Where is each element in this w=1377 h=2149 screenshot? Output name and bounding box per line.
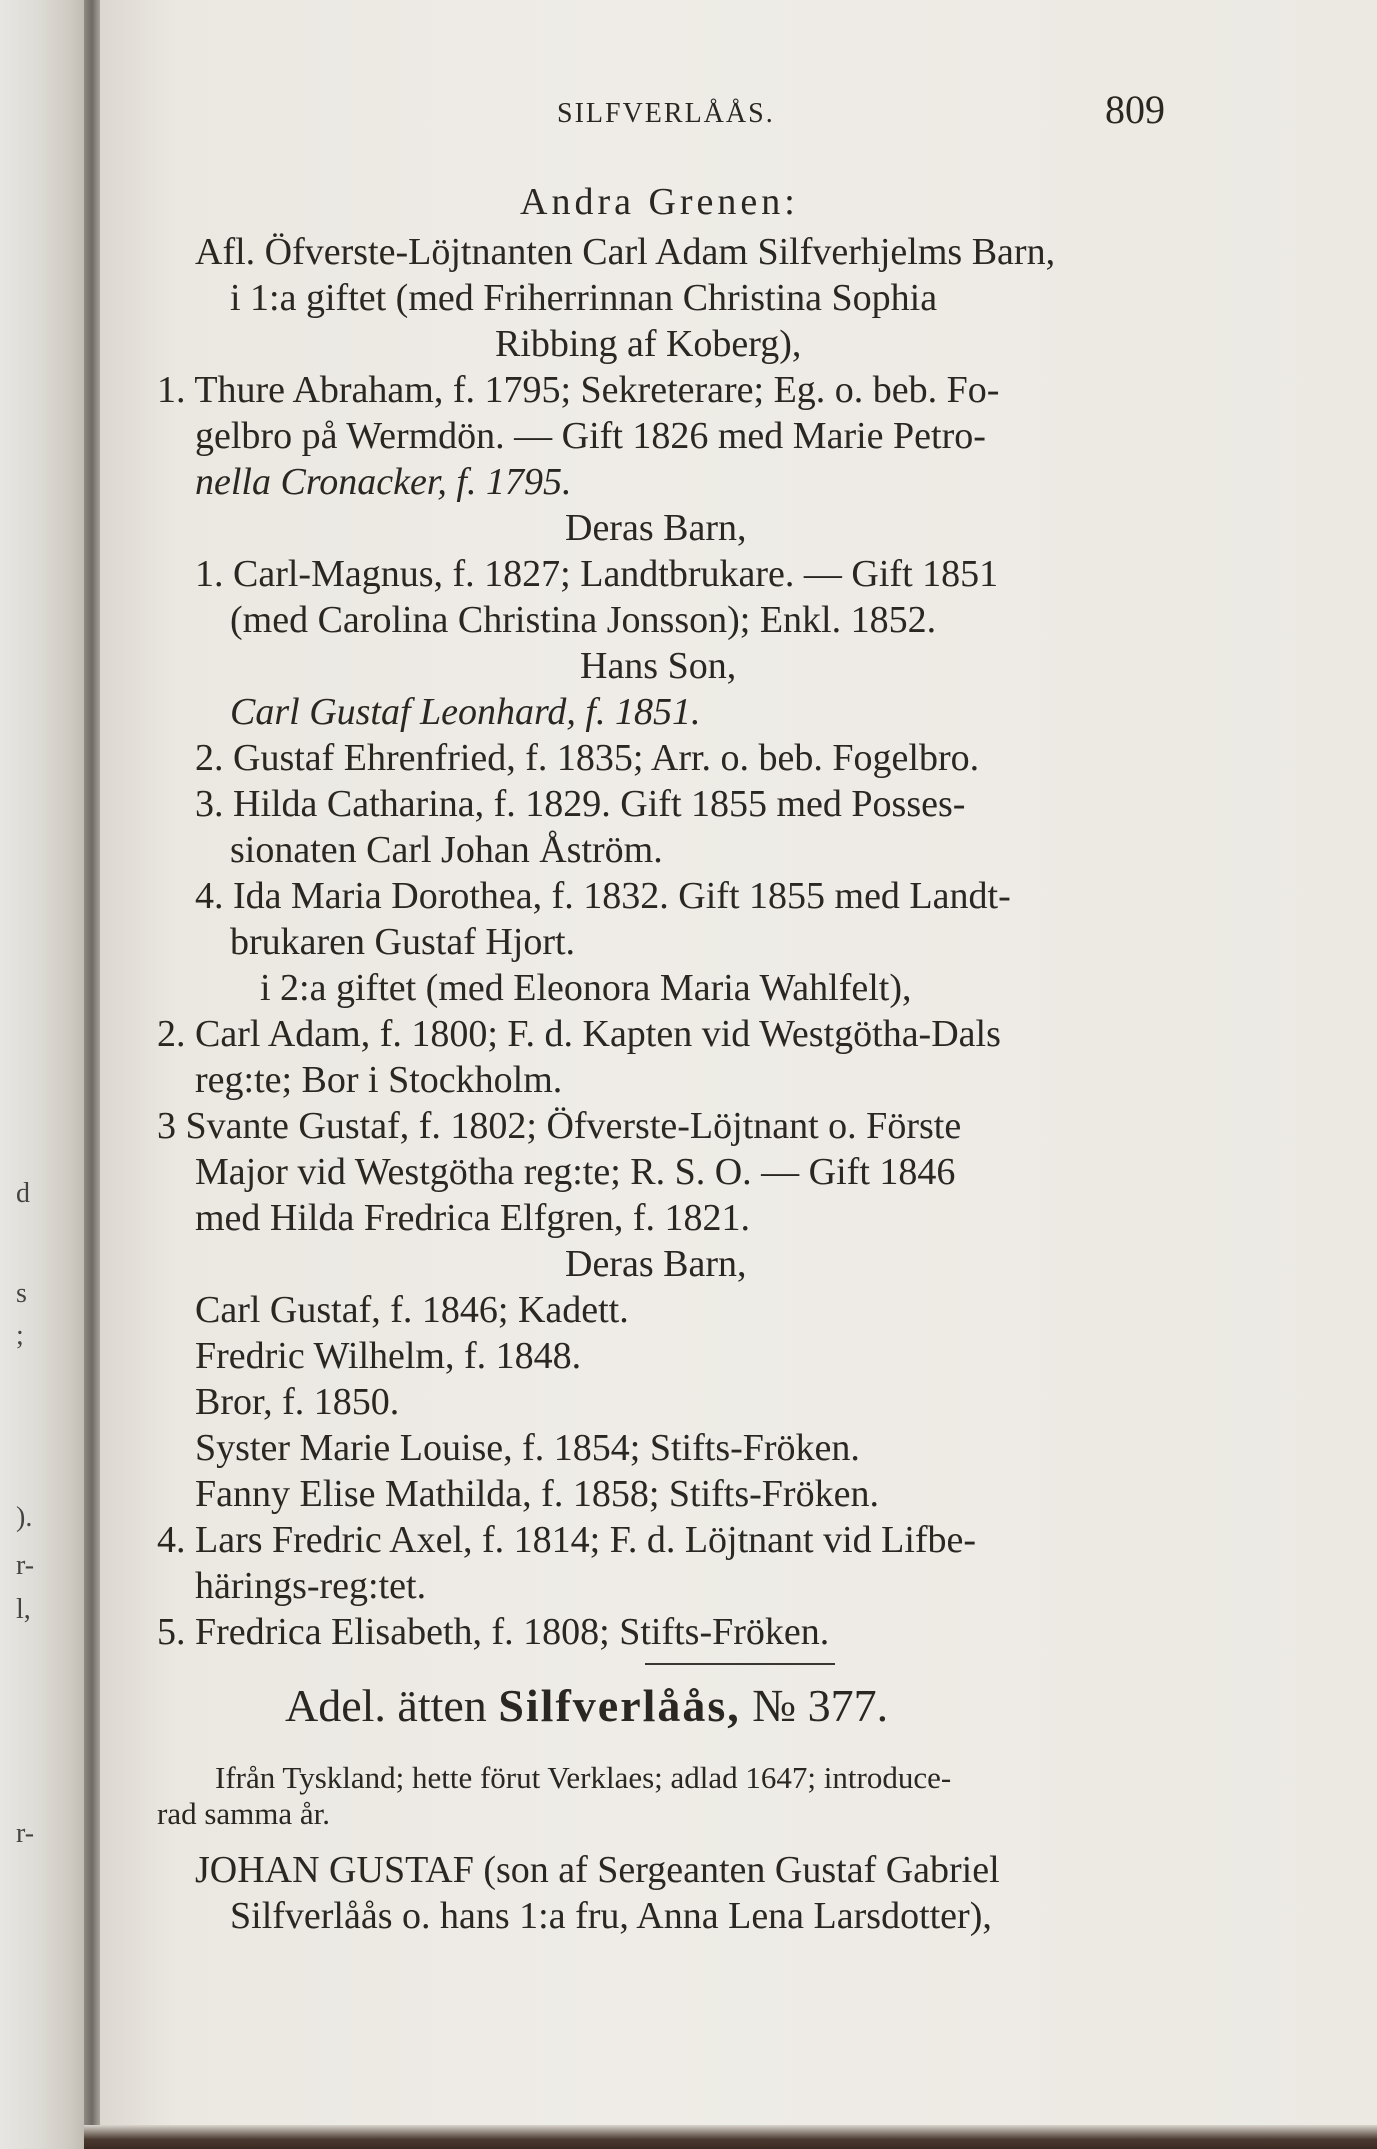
page-number: 809 [1105, 87, 1165, 132]
text-line: Major vid Westgötha reg:te; R. S. O. — Gift 1846 [195, 1151, 956, 1193]
family-number: № 377. [752, 1680, 889, 1731]
family-name: Silfverlåås, [498, 1680, 741, 1731]
text-line: 3 Svante Gustaf, f. 1802; Öfverste-Löjtnant o. Förste [157, 1105, 962, 1147]
text-line: Fanny Elise Mathilda, f. 1858; Stifts-Fröken. [195, 1473, 879, 1515]
left-margin-fragment: r- [16, 1550, 35, 1581]
text-line: härings-reg:tet. [195, 1565, 427, 1607]
subheading: Deras Barn, [565, 507, 747, 549]
left-margin-fragment: ). [16, 1502, 33, 1533]
text-line: Carl Gustaf Leonhard, f. 1851. [230, 691, 701, 733]
left-page-edge [0, 0, 92, 2149]
intro-line: rad samma år. [157, 1796, 331, 1831]
text-line: 4. Ida Maria Dorothea, f. 1832. Gift 1855 med Landt- [195, 875, 1011, 917]
text-line: Ribbing af Koberg), [495, 323, 802, 365]
running-title: SILFVERLÅÅS. [557, 98, 775, 129]
subheading: Hans Son, [580, 645, 737, 687]
text-line: 2. Gustaf Ehrenfried, f. 1835; Arr. o. beb. Fogelbro. [195, 737, 980, 779]
text-line: nella Cronacker, f. 1795. [195, 461, 572, 503]
text-line: JOHAN GUSTAF (son af Sergeanten Gustaf Gabriel [195, 1849, 1000, 1891]
text-line: Fredric Wilhelm, f. 1848. [195, 1335, 582, 1377]
text-line: gelbro på Wermdön. — Gift 1826 med Marie Petro- [195, 415, 986, 457]
text-line: 3. Hilda Catharina, f. 1829. Gift 1855 med Posses- [195, 783, 966, 825]
book-gutter [84, 0, 100, 2149]
left-margin-fragment: s [16, 1278, 27, 1309]
text-line: 1. Carl-Magnus, f. 1827; Landtbrukare. — Gift 1851 [195, 553, 999, 595]
text-line: reg:te; Bor i Stockholm. [195, 1059, 563, 1101]
page-bottom-edge [84, 2125, 1377, 2149]
text-line: Afl. Öfverste-Löjtnanten Carl Adam Silfverhjelms Barn, [195, 231, 1056, 273]
left-margin-fragment: r- [16, 1818, 35, 1849]
text-line: med Hilda Fredrica Elfgren, f. 1821. [195, 1197, 751, 1239]
text-line: brukaren Gustaf Hjort. [230, 921, 576, 963]
left-margin-fragment: ; [16, 1320, 24, 1351]
text-line: i 1:a giftet (med Friherrinnan Christina Sophia [230, 277, 938, 319]
book-page [100, 0, 1377, 2149]
section-divider [645, 1663, 835, 1665]
text-line: Silfverlåås o. hans 1:a fru, Anna Lena Larsdotter), [230, 1895, 992, 1937]
text-line: 5. Fredrica Elisabeth, f. 1808; Stifts-Fröken. [157, 1611, 830, 1653]
intro-line: Ifrån Tyskland; hette förut Verklaes; adlad 1647; introduce- [215, 1760, 952, 1795]
subheading: Deras Barn, [565, 1243, 747, 1285]
section-title-prefix: Adel. ätten [285, 1680, 487, 1731]
text-line: Syster Marie Louise, f. 1854; Stifts-Fröken. [195, 1427, 860, 1469]
text-line: 2. Carl Adam, f. 1800; F. d. Kapten vid Westgötha-Dals [157, 1013, 1001, 1055]
left-margin-fragment: d [16, 1178, 30, 1209]
section-heading: Andra Grenen: [520, 181, 799, 223]
text-line: Carl Gustaf, f. 1846; Kadett. [195, 1289, 629, 1331]
text-line: 4. Lars Fredric Axel, f. 1814; F. d. Löjtnant vid Lifbe- [157, 1519, 977, 1561]
text-line: Bror, f. 1850. [195, 1381, 400, 1423]
text-line: sionaten Carl Johan Åström. [230, 829, 663, 871]
section-title [285, 1680, 889, 1731]
text-line: (med Carolina Christina Jonsson); Enkl. 1852. [230, 599, 937, 641]
left-margin-fragment: l, [16, 1594, 31, 1625]
text-line: 1. Thure Abraham, f. 1795; Sekreterare; Eg. o. beb. Fo- [157, 369, 1000, 411]
text-line: i 2:a giftet (med Eleonora Maria Wahlfelt), [260, 967, 912, 1009]
